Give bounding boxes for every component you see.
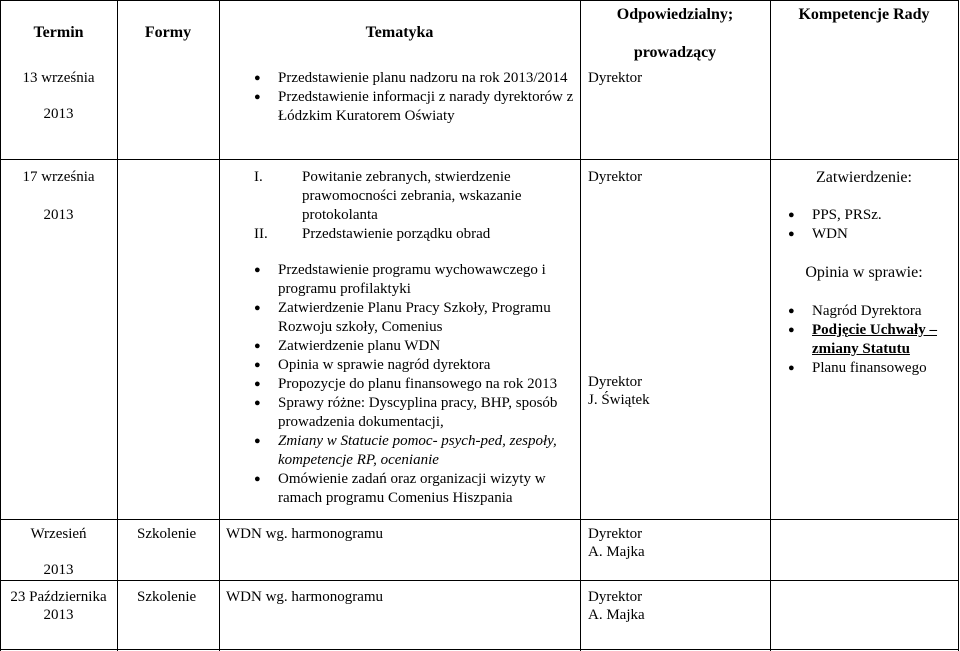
- list-item: ● Omówienie zadań oraz organizacji wizyty w ramach programu Comenius Hiszpania: [252, 470, 580, 508]
- header-formy: Formy: [144, 24, 192, 41]
- grid-line: [219, 0, 220, 651]
- list-item: ● PPS, PRSz.: [786, 206, 956, 225]
- list-item: ● Propozycje do planu finansowego na rok 2013: [252, 375, 580, 394]
- row3-odpowiedzialny-2: A. Majka: [588, 544, 645, 560]
- grid-line: [958, 0, 959, 651]
- row3-odpowiedzialny-1: Dyrektor: [588, 526, 643, 542]
- grid-line: [770, 0, 771, 651]
- list-item: ● Opinia w sprawie nagród dyrektora: [252, 356, 580, 375]
- row2-kompetencje-list-2: [786, 302, 956, 378]
- list-item: ● Podjęcie Uchwały – zmiany Statutu: [786, 321, 956, 359]
- row4-tematyka: WDN wg. harmonogramu: [226, 589, 384, 605]
- grid-line: [0, 0, 1, 651]
- list-item: I. Powitanie zebranych, stwierdzenie prawomocności zebrania, wskazanie protokolanta: [254, 169, 522, 223]
- row1-termin-date: 13 września: [22, 70, 95, 86]
- row1-tematyka-list: [252, 69, 580, 126]
- grid-line: [0, 0, 959, 1]
- header-kompetencje: Kompetencje Rady: [798, 6, 930, 23]
- header-odpowiedzialny: Odpowiedzialny;: [616, 6, 734, 23]
- row4-odpowiedzialny-1: Dyrektor: [588, 589, 643, 605]
- row2-termin-date: 17 września: [22, 169, 95, 185]
- row2-kompetencje-title-1: Zatwierdzenie:: [816, 169, 912, 186]
- row3-formy: Szkolenie: [137, 526, 197, 542]
- row2-kompetencje-list-1: [786, 206, 956, 244]
- list-item: ● Nagród Dyrektora: [786, 302, 956, 321]
- grid-line: [0, 159, 959, 160]
- row2-termin-year: 2013: [43, 207, 74, 223]
- row1-odpowiedzialny: Dyrektor: [588, 70, 643, 86]
- row2-odpowiedzialny-top: Dyrektor: [588, 169, 643, 185]
- row3-termin-year: 2013: [43, 562, 74, 578]
- list-item: ● Przedstawienie programu wychowawczego i programu profilaktyki: [252, 261, 580, 299]
- header-prowadzacy: prowadzący: [633, 44, 717, 61]
- grid-line: [117, 0, 118, 651]
- row2-odpowiedzialny-name2: J. Świątek: [588, 392, 650, 408]
- row4-termin-date: 23 Października: [10, 589, 107, 605]
- list-item: ● Zatwierdzenie Planu Pracy Szkoły, Programu Rozwoju szkoły, Comenius: [252, 299, 580, 337]
- list-item: ● Planu finansowego: [786, 359, 956, 378]
- row2-kompetencje-title-2: Opinia w sprawie:: [805, 264, 923, 281]
- header-tematyka: Tematyka: [365, 24, 434, 41]
- grid-line: [0, 519, 959, 520]
- grid-line: [0, 580, 959, 581]
- list-item: ● Sprawy różne: Dyscyplina pracy, BHP, sposób prowadzenia dokumentacji,: [252, 394, 580, 432]
- list-item: ● Przedstawienie informacji z narady dyrektorów z Łódzkim Kuratorem Oświaty: [252, 88, 580, 126]
- list-item: ● Zmiany w Statucie pomoc- psych-ped, zespoły, kompetencje RP, ocenianie: [252, 432, 580, 470]
- row4-odpowiedzialny-2: A. Majka: [588, 607, 645, 623]
- grid-line: [580, 0, 581, 651]
- list-item: ● WDN: [786, 225, 956, 244]
- row4-formy: Szkolenie: [137, 589, 197, 605]
- grid-line: [0, 649, 959, 650]
- row2-odpowiedzialny-name1: Dyrektor: [588, 374, 643, 390]
- row3-termin-date: Wrzesień: [30, 526, 87, 542]
- list-item: ● Przedstawienie planu nadzoru na rok 2013/2014: [252, 69, 580, 88]
- list-item: ● Zatwierdzenie planu WDN: [252, 337, 580, 356]
- row1-termin-year: 2013: [43, 106, 74, 122]
- list-item: II. Przedstawienie porządku obrad: [254, 226, 491, 242]
- header-termin: Termin: [33, 24, 84, 41]
- row4-termin-year: 2013: [43, 607, 74, 623]
- row2-tematyka-list: [252, 261, 580, 508]
- row2-numbered-list: [254, 168, 580, 244]
- row3-tematyka: WDN wg. harmonogramu: [226, 526, 384, 542]
